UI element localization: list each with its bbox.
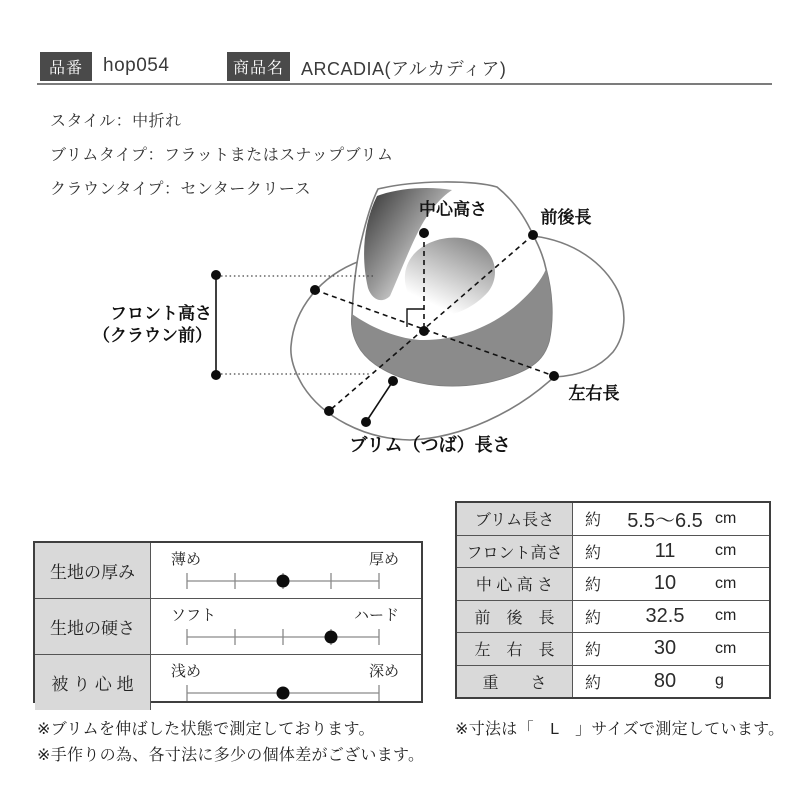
measure-unit: cm <box>715 509 737 527</box>
measure-value: 32.5 <box>645 604 685 627</box>
measurement-dot <box>419 326 429 336</box>
scale-max-label: 厚め <box>368 551 399 568</box>
measure-unit: cm <box>715 542 737 560</box>
footnote-size: ※寸法は「 L 」サイズで測定しています。 <box>455 721 785 738</box>
measure-unit: cm <box>715 607 737 625</box>
scale-min-label: 薄め <box>171 551 202 568</box>
fabric-scale <box>183 625 421 654</box>
label-brim-length: ブリム（つば）長さ <box>349 435 511 455</box>
table-row <box>35 655 421 710</box>
table-row <box>457 536 769 569</box>
product-code-value: hop054 <box>103 55 170 76</box>
measure-unit: g <box>715 672 724 690</box>
measure-prefix: 約 <box>585 674 602 692</box>
scale-max-label: ハード <box>353 607 399 624</box>
fabric-scale-cell <box>151 543 421 598</box>
measure-label: フロント高さ <box>457 536 573 568</box>
fabric-scale-cell <box>151 599 421 654</box>
measure-label: 左 右 長 <box>457 633 573 665</box>
spec-line-crown-type: クラウンタイプ：センタークリース <box>50 181 312 198</box>
spec-line-style: スタイル：中折れ <box>50 113 182 130</box>
label-front-height-sub: （クラウン前） <box>93 326 212 345</box>
measure-unit: cm <box>715 574 737 592</box>
measurement-dot <box>324 406 334 416</box>
measure-value: 80 <box>653 669 677 692</box>
measurement-dot <box>549 371 559 381</box>
measurement-dot <box>310 285 320 295</box>
measure-value: 11 <box>654 539 676 562</box>
fabric-scale <box>183 569 421 598</box>
spec-line-brim-type: ブリムタイプ：フラットまたはスナップブリム <box>50 147 394 164</box>
table-row <box>457 503 769 536</box>
measure-prefix: 約 <box>585 609 602 627</box>
table-row <box>457 633 769 666</box>
product-name-value: ARCADIA(アルカディア) <box>301 59 507 79</box>
measurement-table <box>455 501 771 699</box>
measure-prefix: 約 <box>585 577 602 595</box>
table-row <box>457 601 769 634</box>
measure-prefix: 約 <box>585 544 602 562</box>
measure-label: 中 心 高 さ <box>457 568 573 600</box>
measurement-dot <box>211 370 221 380</box>
measurement-dot <box>361 417 371 427</box>
measure-label: 重 さ <box>457 666 573 698</box>
fabric-property-table <box>33 541 423 703</box>
fabric-scale <box>183 681 421 710</box>
fabric-scale-cell <box>151 655 421 710</box>
label-front-height: フロント高さ <box>110 304 212 323</box>
label-front-back-length: 前後長 <box>540 208 592 227</box>
scale-min-label: ソフト <box>171 607 217 624</box>
footnote-brim: ※ブリムを伸ばした状態で測定しております。 <box>37 721 375 738</box>
table-row <box>457 666 769 698</box>
measurement-dot <box>419 228 429 238</box>
label-left-right-length: 左右長 <box>568 384 620 403</box>
measure-prefix: 約 <box>585 512 602 530</box>
table-row <box>457 568 769 601</box>
scale-max-label: 深め <box>368 663 399 680</box>
product-code-label: 品番 <box>48 60 83 77</box>
table-row <box>35 543 421 599</box>
measure-label: ブリム長さ <box>457 503 573 535</box>
measure-value: 5.5〜6.5 <box>627 510 703 533</box>
measure-value: 30 <box>653 637 677 660</box>
table-row <box>35 599 421 655</box>
measure-label: 前 後 長 <box>457 601 573 633</box>
measurement-dot <box>211 270 221 280</box>
product-name-label: 商品名 <box>232 60 284 77</box>
label-center-height: 中心高さ <box>419 200 487 219</box>
measurement-dot <box>528 230 538 240</box>
scale-min-label: 浅め <box>171 663 202 680</box>
fabric-row-label: 生地の厚み <box>35 543 151 598</box>
fabric-row-label: 被 り 心 地 <box>35 655 151 710</box>
footnote-handmade: ※手作りの為、各寸法に多少の個体差がございます。 <box>37 747 425 764</box>
measure-unit: cm <box>715 639 737 657</box>
measure-prefix: 約 <box>585 642 602 660</box>
fabric-row-label: 生地の硬さ <box>35 599 151 654</box>
measurement-dot <box>388 376 398 386</box>
measure-value: 10 <box>653 572 677 595</box>
